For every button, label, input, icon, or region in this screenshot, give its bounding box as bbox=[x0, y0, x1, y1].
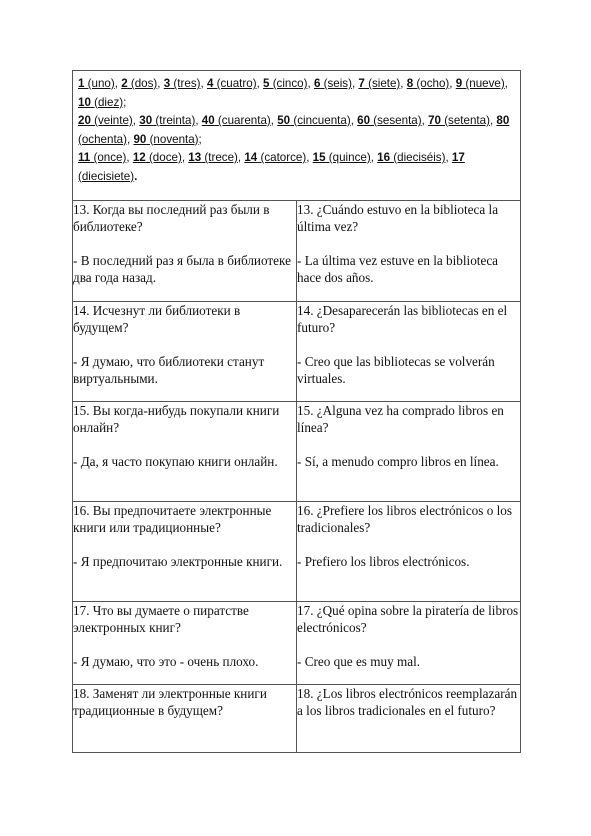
number-word bbox=[277, 114, 350, 127]
numbers-group-11-17 bbox=[78, 149, 515, 186]
separator: , bbox=[421, 114, 429, 127]
numbers-cell bbox=[73, 71, 521, 201]
number-word bbox=[133, 151, 182, 164]
separator: ; bbox=[123, 95, 127, 109]
spanish-cell bbox=[297, 302, 521, 402]
separator: , bbox=[200, 77, 207, 90]
number-digit: 60 bbox=[357, 114, 371, 127]
spanish-question: 16. ¿Prefiere los libros electrónicos o los tradicionales? bbox=[297, 503, 512, 535]
separator: , bbox=[270, 114, 278, 127]
number-digit: 16 bbox=[377, 151, 391, 164]
number-word bbox=[428, 114, 490, 127]
number-digit: 14 bbox=[244, 151, 258, 164]
number-digit: 5 bbox=[263, 77, 270, 90]
number-digit: 30 bbox=[139, 114, 153, 127]
number-digit: 13 bbox=[188, 151, 202, 164]
spanish-cell bbox=[297, 402, 521, 502]
number-spanish-word: (catorce) bbox=[257, 151, 307, 164]
number-spanish-word: (dos) bbox=[127, 77, 158, 90]
number-spanish-word: (tres) bbox=[170, 77, 201, 90]
number-word bbox=[164, 77, 201, 90]
number-digit: 8 bbox=[406, 77, 414, 90]
number-digit: 6 bbox=[313, 77, 321, 90]
russian-question: 18. Заменят ли электронные книги традиционные в будущем? bbox=[73, 686, 267, 718]
separator: , bbox=[307, 77, 314, 90]
separator: , bbox=[181, 151, 189, 164]
table-row bbox=[73, 502, 521, 602]
spanish-question: 13. ¿Cuándo estuvo en la biblioteca la última vez? bbox=[297, 202, 499, 234]
number-spanish-word: (cuarenta) bbox=[214, 114, 271, 127]
separator: ; bbox=[198, 132, 202, 146]
number-word bbox=[188, 151, 238, 164]
number-digit: 20 bbox=[78, 114, 91, 127]
number-spanish-word: (doce) bbox=[145, 151, 182, 164]
separator: , bbox=[195, 114, 202, 127]
number-spanish-word: (treinta) bbox=[152, 114, 196, 127]
number-word bbox=[263, 77, 307, 90]
number-spanish-word: (nueve) bbox=[462, 77, 505, 90]
separator: , bbox=[351, 77, 359, 90]
separator: . bbox=[134, 169, 138, 183]
russian-answer: - Я думаю, что библиотеки станут виртуальными. bbox=[73, 354, 265, 386]
separator: , bbox=[256, 77, 264, 90]
spanish-question: 14. ¿Desaparecerán las bibliotecas en el futuro? bbox=[297, 303, 508, 335]
table-row bbox=[73, 201, 521, 302]
separator: , bbox=[157, 77, 164, 90]
spanish-question: 17. ¿Qué opina sobre la piratería de libros electrónicos? bbox=[297, 603, 519, 635]
number-word bbox=[139, 114, 195, 127]
russian-question: 15. Вы когда-нибудь покупали книги онлайн? bbox=[73, 403, 280, 435]
separator: , bbox=[370, 151, 378, 164]
number-word bbox=[202, 114, 271, 127]
separator: , bbox=[126, 151, 133, 164]
number-digit: 3 bbox=[163, 77, 171, 90]
spanish-answer: - La última vez estuve en la biblioteca hace dos años. bbox=[297, 253, 499, 285]
separator: , bbox=[132, 114, 140, 127]
number-word bbox=[357, 114, 421, 127]
separator: , bbox=[400, 77, 407, 90]
number-spanish-word: (diez) bbox=[90, 95, 124, 109]
russian-cell bbox=[73, 602, 297, 685]
number-spanish-word: (ocho) bbox=[413, 77, 450, 90]
russian-cell bbox=[73, 201, 297, 302]
number-digit: 2 bbox=[121, 77, 128, 90]
number-word bbox=[244, 151, 306, 164]
russian-answer: - Я думаю, что это - очень плохо. bbox=[73, 654, 259, 669]
table-row bbox=[73, 302, 521, 402]
number-word bbox=[456, 77, 505, 90]
spanish-answer: - Prefiero los libros electrónicos. bbox=[297, 554, 470, 569]
number-word bbox=[133, 133, 198, 146]
spanish-answer: - Creo que es muy mal. bbox=[297, 654, 421, 669]
number-digit: 90 bbox=[133, 132, 147, 146]
table-row bbox=[73, 402, 521, 502]
russian-question: 13. Когда вы последний раз были в библиотеке? bbox=[73, 202, 270, 234]
russian-answer: - Да, я часто покупаю книги онлайн. bbox=[73, 454, 278, 469]
table-row bbox=[73, 685, 521, 753]
number-spanish-word: (trece) bbox=[201, 151, 238, 164]
separator: , bbox=[504, 77, 508, 90]
separator: , bbox=[489, 114, 497, 127]
spanish-answer: - Creo que las bibliotecas se volverán virtuales. bbox=[297, 354, 495, 386]
number-spanish-word: (diecisiete) bbox=[78, 169, 135, 183]
number-spanish-word: (once) bbox=[90, 151, 127, 164]
spanish-cell bbox=[297, 685, 521, 753]
spanish-cell bbox=[297, 201, 521, 302]
russian-cell bbox=[73, 402, 297, 502]
document-page bbox=[72, 70, 520, 753]
numbers-group-tens bbox=[78, 112, 515, 149]
separator: , bbox=[237, 151, 245, 164]
number-digit: 15 bbox=[312, 151, 326, 164]
separator: , bbox=[114, 77, 122, 90]
number-spanish-word: (ochenta) bbox=[78, 132, 127, 146]
number-spanish-word: (noventa) bbox=[146, 132, 199, 146]
separator: , bbox=[449, 77, 456, 90]
number-spanish-word: (setenta) bbox=[440, 114, 490, 127]
russian-cell bbox=[73, 685, 297, 753]
spanish-answer: - Sí, a menudo compro libros en línea. bbox=[297, 454, 499, 469]
number-digit: 10 bbox=[78, 95, 91, 109]
separator: , bbox=[350, 114, 358, 127]
number-word bbox=[377, 151, 445, 164]
spanish-question: 18. ¿Los libros electrónicos reemplazarán a los libros tradicionales en el futuro? bbox=[297, 686, 518, 718]
number-digit: 12 bbox=[132, 151, 146, 164]
number-word bbox=[407, 77, 450, 90]
number-spanish-word: (cuatro) bbox=[213, 77, 257, 90]
numbers-group-1-10 bbox=[78, 75, 515, 112]
spanish-cell bbox=[297, 502, 521, 602]
russian-question: 16. Вы предпочитаете электронные книги или традиционные? bbox=[73, 503, 272, 535]
number-word bbox=[78, 77, 115, 90]
spanish-cell bbox=[297, 602, 521, 685]
number-digit: 11 bbox=[78, 151, 91, 164]
number-spanish-word: (dieciséis) bbox=[390, 151, 446, 164]
number-spanish-word: (cincuenta) bbox=[290, 114, 351, 127]
numbers-row bbox=[73, 71, 521, 201]
russian-answer: - Я предпочитаю электронные книги. bbox=[73, 554, 283, 569]
separator: , bbox=[445, 151, 452, 164]
number-digit: 70 bbox=[428, 114, 441, 127]
russian-cell bbox=[73, 302, 297, 402]
number-digit: 1 bbox=[78, 77, 85, 90]
number-digit: 80 bbox=[496, 114, 510, 127]
russian-question: 14. Исчезнут ли библиотеки в будущем? bbox=[73, 303, 241, 335]
number-word bbox=[313, 151, 371, 164]
table-row bbox=[73, 602, 521, 685]
spanish-question: 15. ¿Alguna vez ha comprado libros en línea? bbox=[297, 403, 504, 435]
phrase-table bbox=[72, 70, 521, 753]
number-spanish-word: (sesenta) bbox=[370, 114, 422, 127]
russian-question: 17. Что вы думаете о пиратстве электронных книг? bbox=[73, 603, 249, 635]
number-word bbox=[207, 77, 257, 90]
russian-cell bbox=[73, 502, 297, 602]
russian-answer: - В последний раз я была в библиотеке два года назад. bbox=[73, 253, 291, 285]
number-word bbox=[78, 151, 126, 164]
number-digit: 9 bbox=[455, 77, 463, 90]
number-spanish-word: (quince) bbox=[325, 151, 371, 164]
number-digit: 50 bbox=[277, 114, 291, 127]
number-digit: 40 bbox=[201, 114, 215, 127]
number-spanish-word: (siete) bbox=[364, 77, 401, 90]
separator: , bbox=[126, 132, 134, 146]
number-word bbox=[78, 114, 133, 127]
number-word bbox=[314, 77, 352, 90]
number-digit: 17 bbox=[451, 151, 465, 164]
number-spanish-word: (seis) bbox=[320, 77, 352, 90]
number-digit: 7 bbox=[358, 77, 365, 90]
separator: , bbox=[306, 151, 313, 164]
number-spanish-word: (cinco) bbox=[269, 77, 308, 90]
number-spanish-word: (veinte) bbox=[90, 114, 133, 127]
number-word bbox=[121, 77, 157, 90]
number-word bbox=[358, 77, 400, 90]
number-digit: 4 bbox=[206, 77, 214, 90]
number-spanish-word: (uno) bbox=[84, 77, 115, 90]
number-word bbox=[78, 96, 123, 109]
